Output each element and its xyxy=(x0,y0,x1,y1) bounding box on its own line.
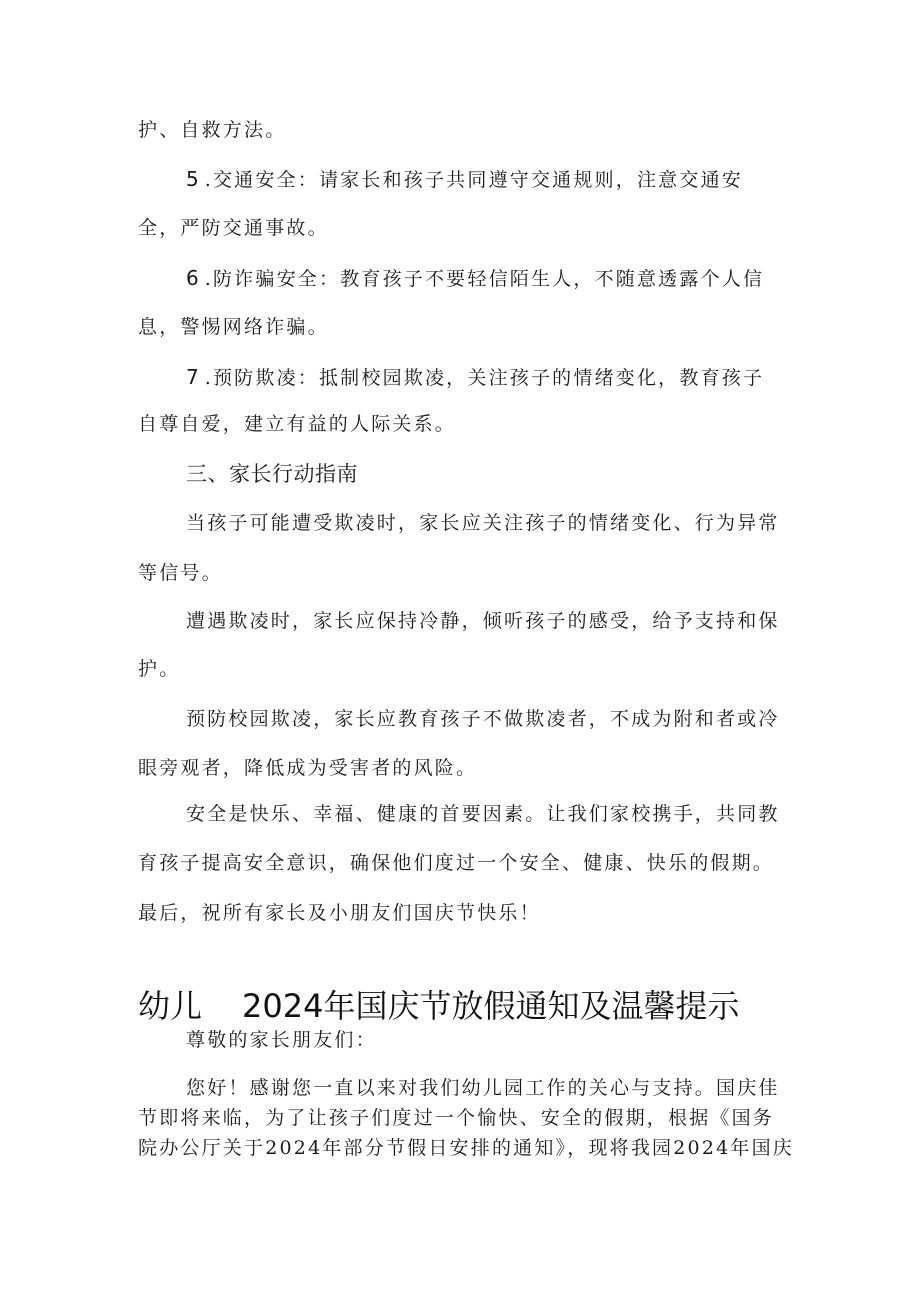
text-line: 育孩子提高安全意识，确保他们度过一个安全、健康、快乐的假期。 xyxy=(138,852,775,874)
list-item-7 xyxy=(186,365,764,390)
list-number: 7 xyxy=(186,365,199,389)
text-line: 自尊自爱，建立有益的人际关系。 xyxy=(138,413,457,435)
greeting-line: 尊敬的家长朋友们： xyxy=(186,1029,377,1051)
list-item-text: .防诈骗安全：教育孩子不要轻信陌生人，不随意透露个人信 xyxy=(204,268,765,290)
text-line: 等信号。 xyxy=(138,562,223,584)
paragraph-line: 当孩子可能遭受欺凌时，家长应关注孩子的情绪变化、行为异常 xyxy=(186,512,780,534)
text-line: 全，严防交通事故。 xyxy=(138,217,329,239)
list-number: 5 xyxy=(186,167,199,191)
section-heading: 三、家长行动指南 xyxy=(186,462,358,486)
paragraph-line: 安全是快乐、幸福、健康的首要因素。让我们家校携手，共同教 xyxy=(186,803,780,825)
list-number: 6 xyxy=(186,266,199,290)
list-item-6 xyxy=(186,266,764,291)
list-item-text: .交通安全：请家长和孩子共同遵守交通规则，注意交通安 xyxy=(204,169,743,191)
list-item-5 xyxy=(186,167,743,192)
title-part-1: 幼儿 xyxy=(138,987,203,1025)
text-line: 最后，祝所有家长及小朋友们国庆节快乐！ xyxy=(138,902,541,924)
text-line: 息，警惕网络诈骗。 xyxy=(138,316,329,338)
paragraph-line: 您好！感谢您一直以来对我们幼儿园工作的关心与支持。国庆佳 xyxy=(186,1077,780,1099)
text-line: 护。 xyxy=(138,658,181,680)
text-line: 院办公厅关于2024年部分节假日安排的通知》，现将我园2024年国庆 xyxy=(138,1137,795,1159)
text-line: 节即将来临，为了让孩子们度过一个愉快、安全的假期，根据《国务 xyxy=(138,1107,775,1129)
text-line: 眼旁观者，降低成为受害者的风险。 xyxy=(138,757,478,779)
paragraph-line: 预防校园欺凌，家长应教育孩子不做欺凌者，不成为附和者或冷 xyxy=(186,708,780,730)
title-part-2: 2024年国庆节放假通知及温馨提示 xyxy=(242,987,740,1025)
notice-title xyxy=(138,986,739,1026)
paragraph-line: 遭遇欺凌时，家长应保持冷静，倾听孩子的感受，给予支持和保 xyxy=(186,610,780,632)
text-line: 护、自救方法。 xyxy=(138,119,287,141)
list-item-text: .预防欺凌：抵制校园欺凌，关注孩子的情绪变化，教育孩子 xyxy=(204,367,765,389)
